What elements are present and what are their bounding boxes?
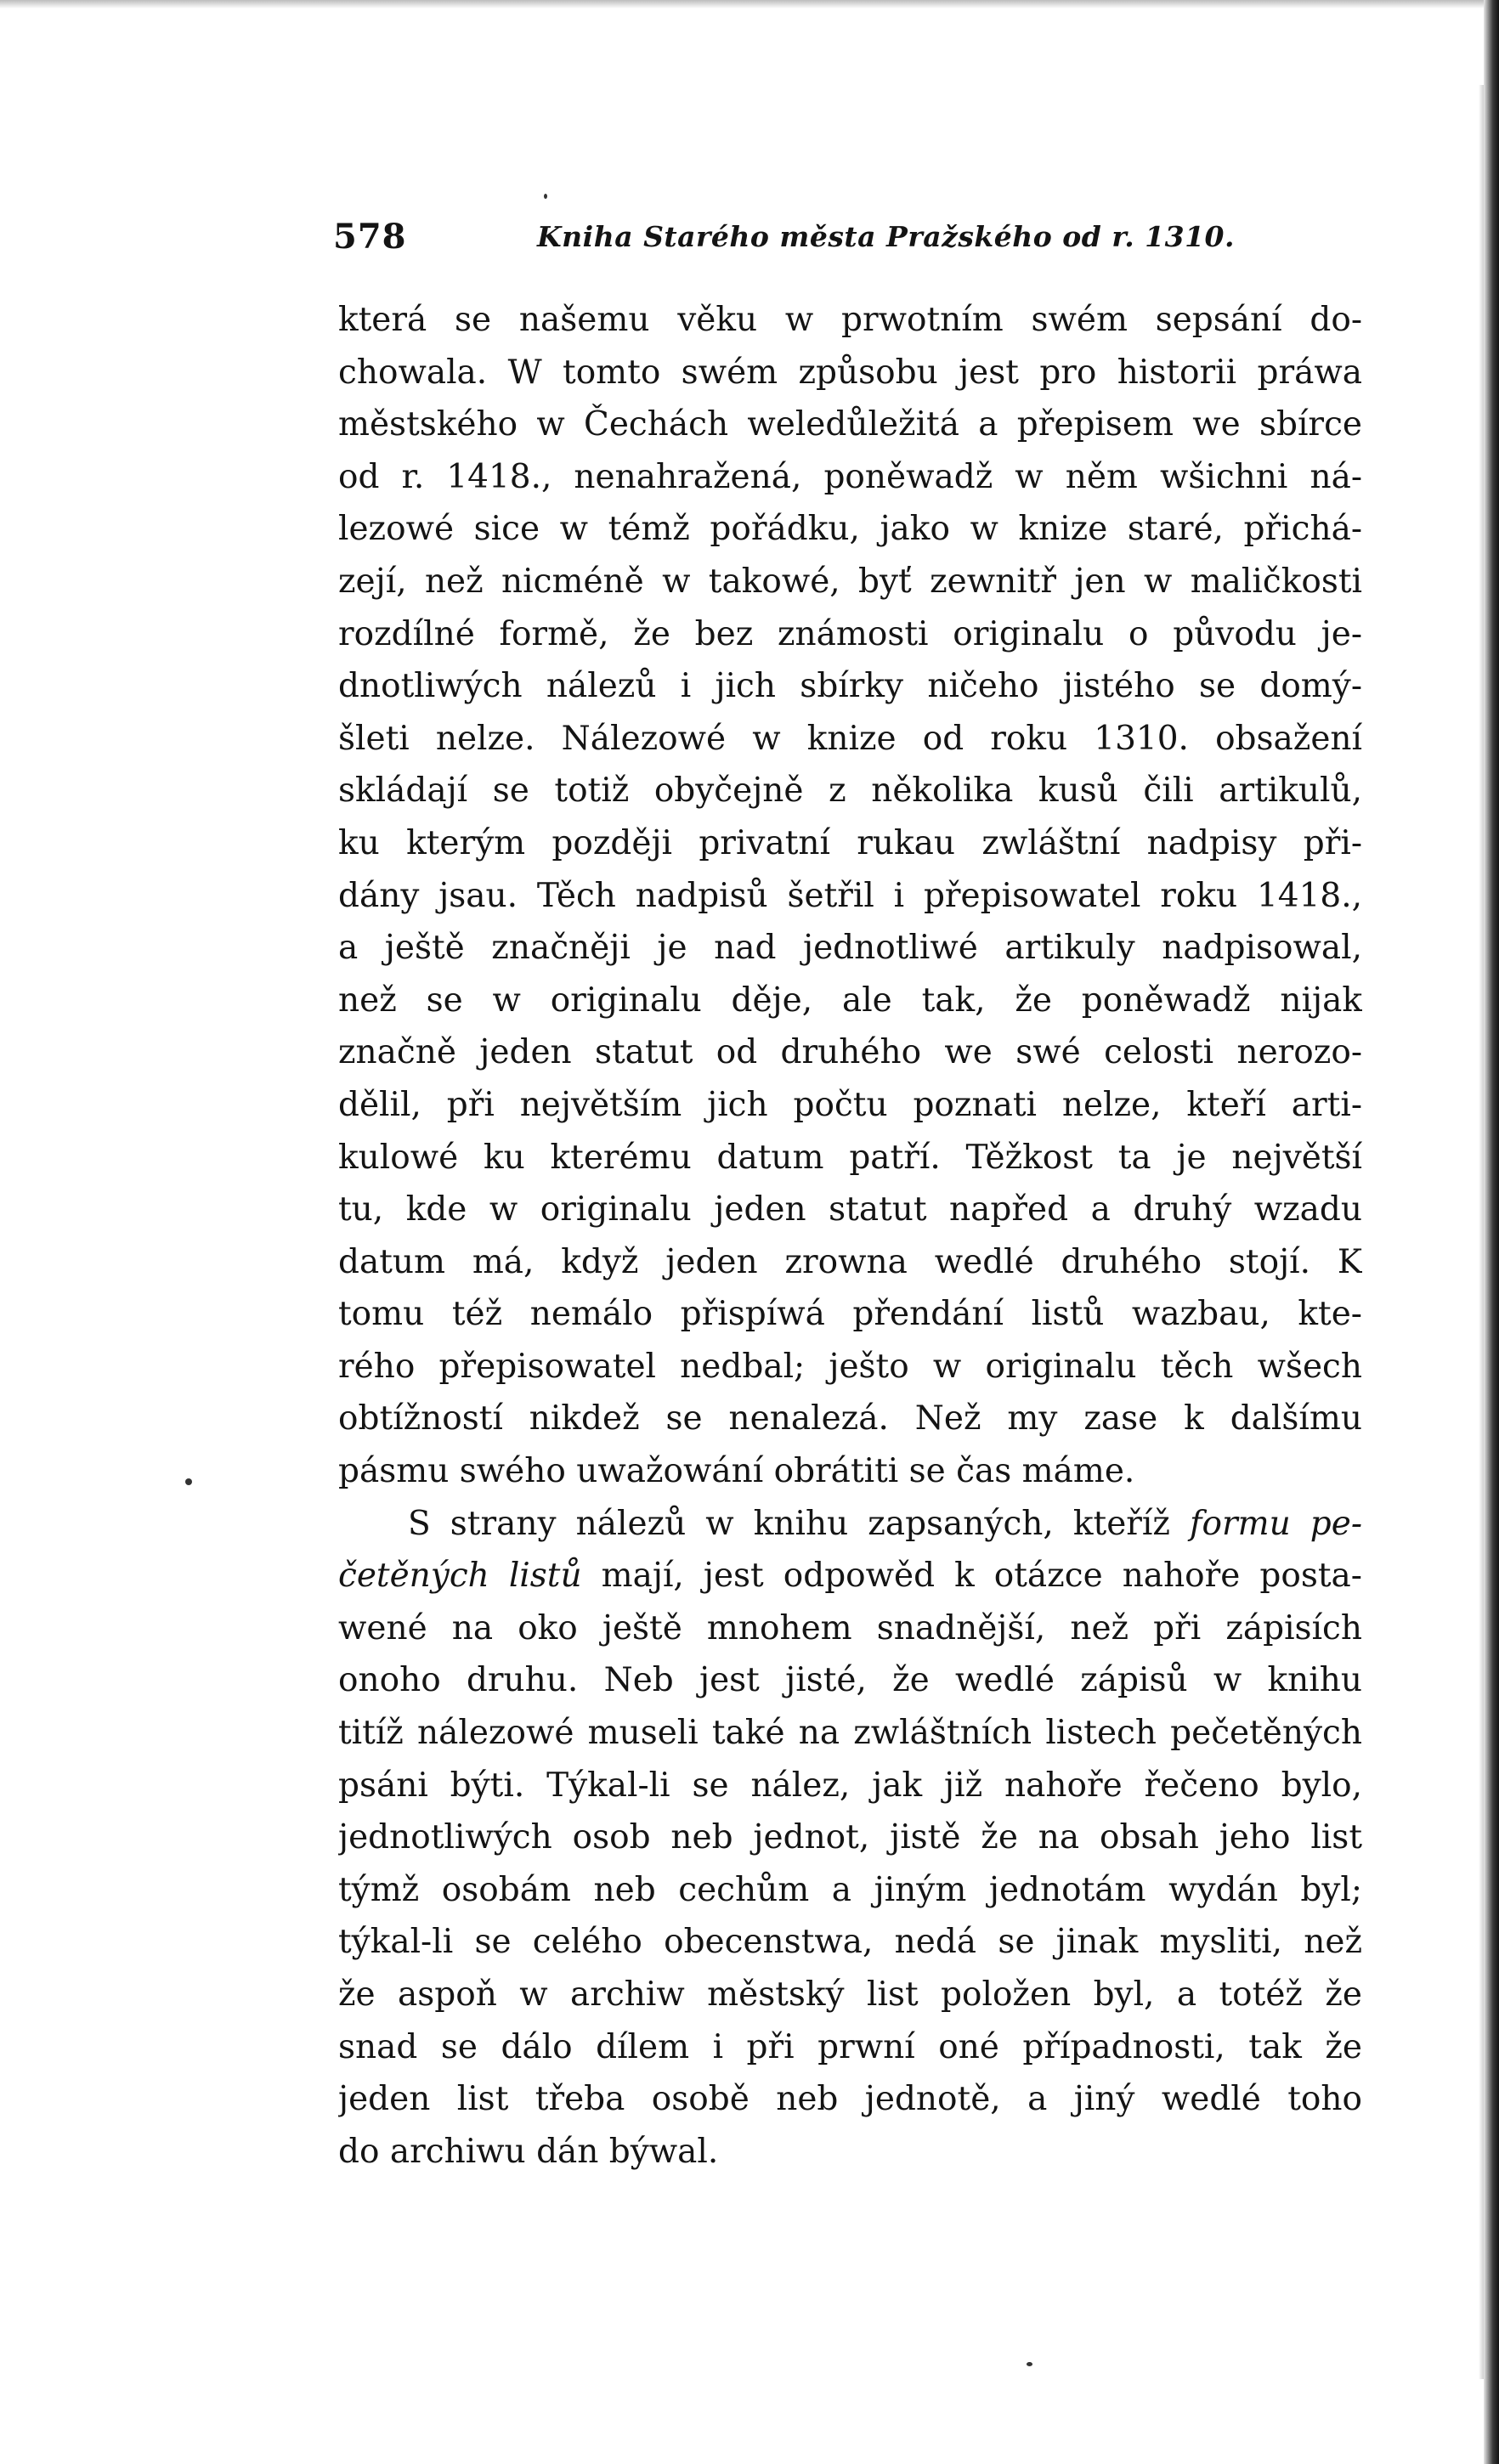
text-line: onoho druhu. Neb jest jisté, že wedlé zápisů w knihu: [338, 1661, 1362, 1700]
text-line: že aspoň w archiw městský list položen byl, a totéž že: [338, 1975, 1362, 2014]
text-line: zejí, než nicméně w takowé, byť zewnitř jen w maličkosti: [338, 562, 1362, 601]
text-line: týkal-li se celého obecenstwa, nedá se jinak mysliti, než: [338, 1923, 1362, 1962]
text-line: dnotliwých nálezů i jich sbírky ničeho jistého se domý-: [338, 667, 1362, 706]
text-line: jednotliwých osob neb jednot, jistě že na obsah jeho list: [338, 1818, 1362, 1857]
text-line: dělil, při největším jich počtu poznati nelze, kteří arti-: [338, 1085, 1362, 1124]
text-line: značně jeden statut od druhého we swé celosti nerozo-: [338, 1033, 1362, 1072]
page-top-edge: [0, 0, 1499, 8]
text-line: od r. 1418., nenahražená, poněwadž w něm wšichni ná-: [338, 457, 1362, 496]
text-line: dány jsau. Těch nadpisů šetřil i přepisowatel roku 1418.,: [338, 876, 1362, 915]
text-line: týmž osobám neb cechům a jiným jednotám wydán byl;: [338, 1870, 1362, 1909]
paragraph-2: [338, 1498, 1362, 2179]
text-line: titíž nálezowé museli také na zwláštních listech pečetěných: [338, 1714, 1362, 1753]
text-span: S strany nálezů w knihu zapsaných, kteříž: [408, 1504, 1191, 1543]
scan-speck: [185, 1478, 192, 1485]
text-line: [338, 1550, 1362, 1602]
text-line: datum má, když jeden zrowna wedlé druhého stojí. K: [338, 1242, 1362, 1281]
text-line: wené na oko ještě mnohem snadnější, než při zápisích: [338, 1608, 1362, 1647]
text-line: pásmu swého uwažowání obrátiti se čas máme.: [338, 1452, 1135, 1491]
text-line: psáni býti. Týkal-li se nález, jak již nahoře řečeno bylo,: [338, 1766, 1362, 1805]
scan-speck: [1027, 2362, 1032, 2366]
scan-speck: [544, 194, 547, 199]
text-line: obtížností nikdež se nenalezá. Než my zase k dalšímu: [338, 1399, 1362, 1438]
page-header: [333, 217, 1361, 268]
text-line: skládají se totiž obyčejně z několika kusů čili artikulů,: [338, 771, 1362, 811]
text-line: a ještě značněji je nad jednotliwé artikuly nadpisowal,: [338, 929, 1362, 968]
text-line: tomu též nemálo přispíwá přendání listů wazbau, kte-: [338, 1295, 1362, 1334]
text-line: lezowé sice w témž pořádku, jako w knize staré, přichá-: [338, 510, 1362, 549]
text-line: chowala. W tomto swém způsobu jest pro historii práwa: [338, 353, 1362, 392]
text-line: rozdílné formě, že bez známosti originalu o původu je-: [338, 614, 1362, 653]
text-line: šleti nelze. Nálezowé w knize od roku 1310. obsažení: [338, 719, 1362, 758]
text-line: než se w originalu děje, ale tak, že poněwadž nijak: [338, 981, 1362, 1020]
text-line: kulowé ku kterému datum patří. Těžkost ta je největší: [338, 1138, 1362, 1177]
paragraph-2-rest: [338, 1602, 1362, 2179]
page-number: 578: [333, 217, 407, 257]
italic-span: formu pe-: [1190, 1504, 1362, 1543]
text-line: snad se dálo dílem i při prwní oné případnosti, tak že: [338, 2027, 1362, 2066]
paragraph-1: [338, 294, 1362, 1498]
text-line: do archiwu dán býwal.: [338, 2132, 719, 2171]
text-span: mají, jest odpowěd k otázce nahoře posta-: [581, 1557, 1362, 1596]
text-line: jeden list třeba osobě neb jednotě, a jiný wedlé toho: [338, 2080, 1362, 2119]
page-right-edge: [1484, 0, 1499, 2464]
text-line: [338, 1498, 1362, 1551]
text-line: tu, kde w originalu jeden statut napřed a druhý wzadu: [338, 1190, 1362, 1229]
text-line: ku kterým později privatní rukau zwláštní nadpisy při-: [338, 823, 1362, 862]
text-line: městského w Čechách weledůležitá a přepisem we sbírce: [338, 405, 1362, 444]
running-title: Kniha Starého města Pražského od r. 1310.: [537, 220, 1236, 253]
body-text: [338, 294, 1362, 2178]
italic-span: četěných listů: [338, 1557, 582, 1596]
text-line: rého přepisowatel nedbal; ještо w originalu těch wšech: [338, 1347, 1362, 1386]
text-line: která se našemu věku w prwotním swém sepsání do-: [338, 301, 1362, 339]
